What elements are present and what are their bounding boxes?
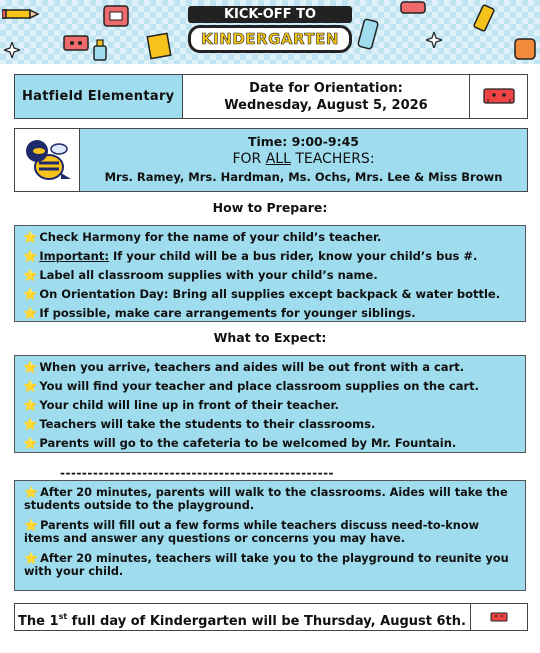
header-banner	[0, 0, 540, 64]
ruler-cell	[469, 75, 528, 118]
list-item	[15, 304, 525, 323]
important-label: Important:	[39, 249, 109, 263]
time-details	[80, 129, 527, 184]
list-item	[15, 434, 525, 453]
list-item	[15, 415, 525, 434]
crayon-icon	[60, 30, 92, 56]
ruler-icon	[471, 604, 528, 630]
notebook-icon	[146, 32, 172, 60]
time-value: Time: 9:00-9:45	[247, 134, 360, 149]
eraser-icon	[398, 0, 428, 16]
item-text: If possible, make care arrangements for younger siblings.	[39, 306, 416, 320]
item-text: When you arrive, teachers and aides will be out front with a cart.	[39, 360, 465, 374]
for-all: ALL	[265, 151, 291, 167]
mascot-cell	[15, 129, 80, 191]
item-text: Your child will line up in front of their teacher.	[39, 398, 339, 412]
star-icon: ⭐	[23, 436, 38, 450]
star-icon: ⭐	[23, 306, 38, 320]
item-text: Check Harmony for the name of your child’s teacher.	[39, 230, 382, 244]
list-item	[15, 247, 525, 266]
item-text: On Orientation Day: Bring all supplies except backpack & water bottle.	[39, 287, 501, 301]
backpack-icon	[512, 34, 538, 62]
highlighter-icon	[470, 2, 500, 36]
prepare-list	[14, 225, 526, 322]
list-item	[15, 228, 525, 247]
for-post: TEACHERS:	[290, 151, 375, 167]
kindergarten-title: KINDERGARTEN	[188, 25, 352, 53]
orientation-date	[184, 75, 468, 118]
star-icon: ⭐	[24, 486, 39, 499]
kickoff-label: KICK-OFF TO	[188, 6, 352, 23]
star-icon: ⭐	[23, 417, 38, 431]
expect-heading: What to Expect:	[213, 330, 327, 345]
footer-post: full day of Kindergarten will be Thursday, August 6th.	[67, 614, 466, 629]
date-label: Date for Orientation:	[249, 81, 403, 96]
first-day-text	[15, 604, 469, 630]
star-icon: ⭐	[23, 249, 38, 263]
time-row	[14, 128, 528, 192]
expect-list	[14, 355, 526, 453]
list-item	[15, 285, 525, 304]
item-text: After 20 minutes, parents will walk to the classrooms. Aides will take the students outside to the playground.	[24, 486, 508, 512]
item-text: Parents will fill out a few forms while teachers discuss need-to-know items and answer any questions or concerns you may have.	[24, 519, 480, 545]
section-divider: --------------------------------------------------	[60, 466, 335, 480]
hornet-mascot-icon	[15, 129, 79, 191]
list-item	[15, 396, 525, 415]
star-icon: ⭐	[23, 360, 38, 374]
prepare-heading: How to Prepare:	[212, 200, 328, 215]
orientation-info-row	[14, 74, 528, 119]
item-text: If your child will be a bus rider, know your child’s bus #.	[108, 249, 478, 263]
pencil-icon	[2, 2, 42, 26]
for-all-teachers	[80, 151, 527, 167]
item-text: Teachers will take the students to their classrooms.	[39, 417, 376, 431]
list-item	[15, 266, 525, 285]
teacher-list: Mrs. Ramey, Mrs. Hardman, Ms. Ochs, Mrs. Lee & Miss Brown	[104, 170, 503, 184]
star-icon: ⭐	[23, 268, 38, 282]
after-list	[14, 480, 526, 591]
first-day-footer	[14, 603, 528, 631]
footer-icon-cell	[470, 604, 528, 630]
star-icon: ⭐	[23, 398, 38, 412]
list-item	[15, 377, 525, 396]
item-text: Parents will go to the cafeteria to be welcomed by Mr. Fountain.	[39, 436, 457, 450]
glue-bottle-icon	[90, 38, 110, 62]
for-pre: FOR	[232, 151, 266, 167]
sparkle-icon	[426, 32, 442, 48]
star-icon: ⭐	[24, 552, 39, 565]
school-name: Hatfield Elementary	[15, 75, 183, 118]
item-text: Label all classroom supplies with your child’s name.	[39, 268, 378, 282]
star-icon: ⭐	[23, 287, 38, 301]
sparkle-icon	[4, 42, 20, 58]
star-icon: ⭐	[24, 519, 39, 532]
item-text: You will find your teacher and place classroom supplies on the cart.	[39, 379, 480, 393]
star-icon: ⭐	[23, 230, 38, 244]
footer-sup: st	[58, 612, 68, 621]
ruler-icon	[470, 75, 528, 118]
list-item	[15, 358, 525, 377]
list-item	[24, 520, 517, 545]
list-item	[24, 553, 517, 578]
date-value: Wednesday, August 5, 2026	[224, 98, 428, 113]
footer-pre: The 1	[18, 614, 59, 629]
marker-icon	[355, 14, 381, 54]
star-icon: ⭐	[23, 379, 38, 393]
list-item	[24, 487, 517, 512]
item-text: After 20 minutes, teachers will take you to the playground to reunite you with your child.	[24, 552, 509, 578]
ruler-doodle-icon	[100, 2, 134, 30]
